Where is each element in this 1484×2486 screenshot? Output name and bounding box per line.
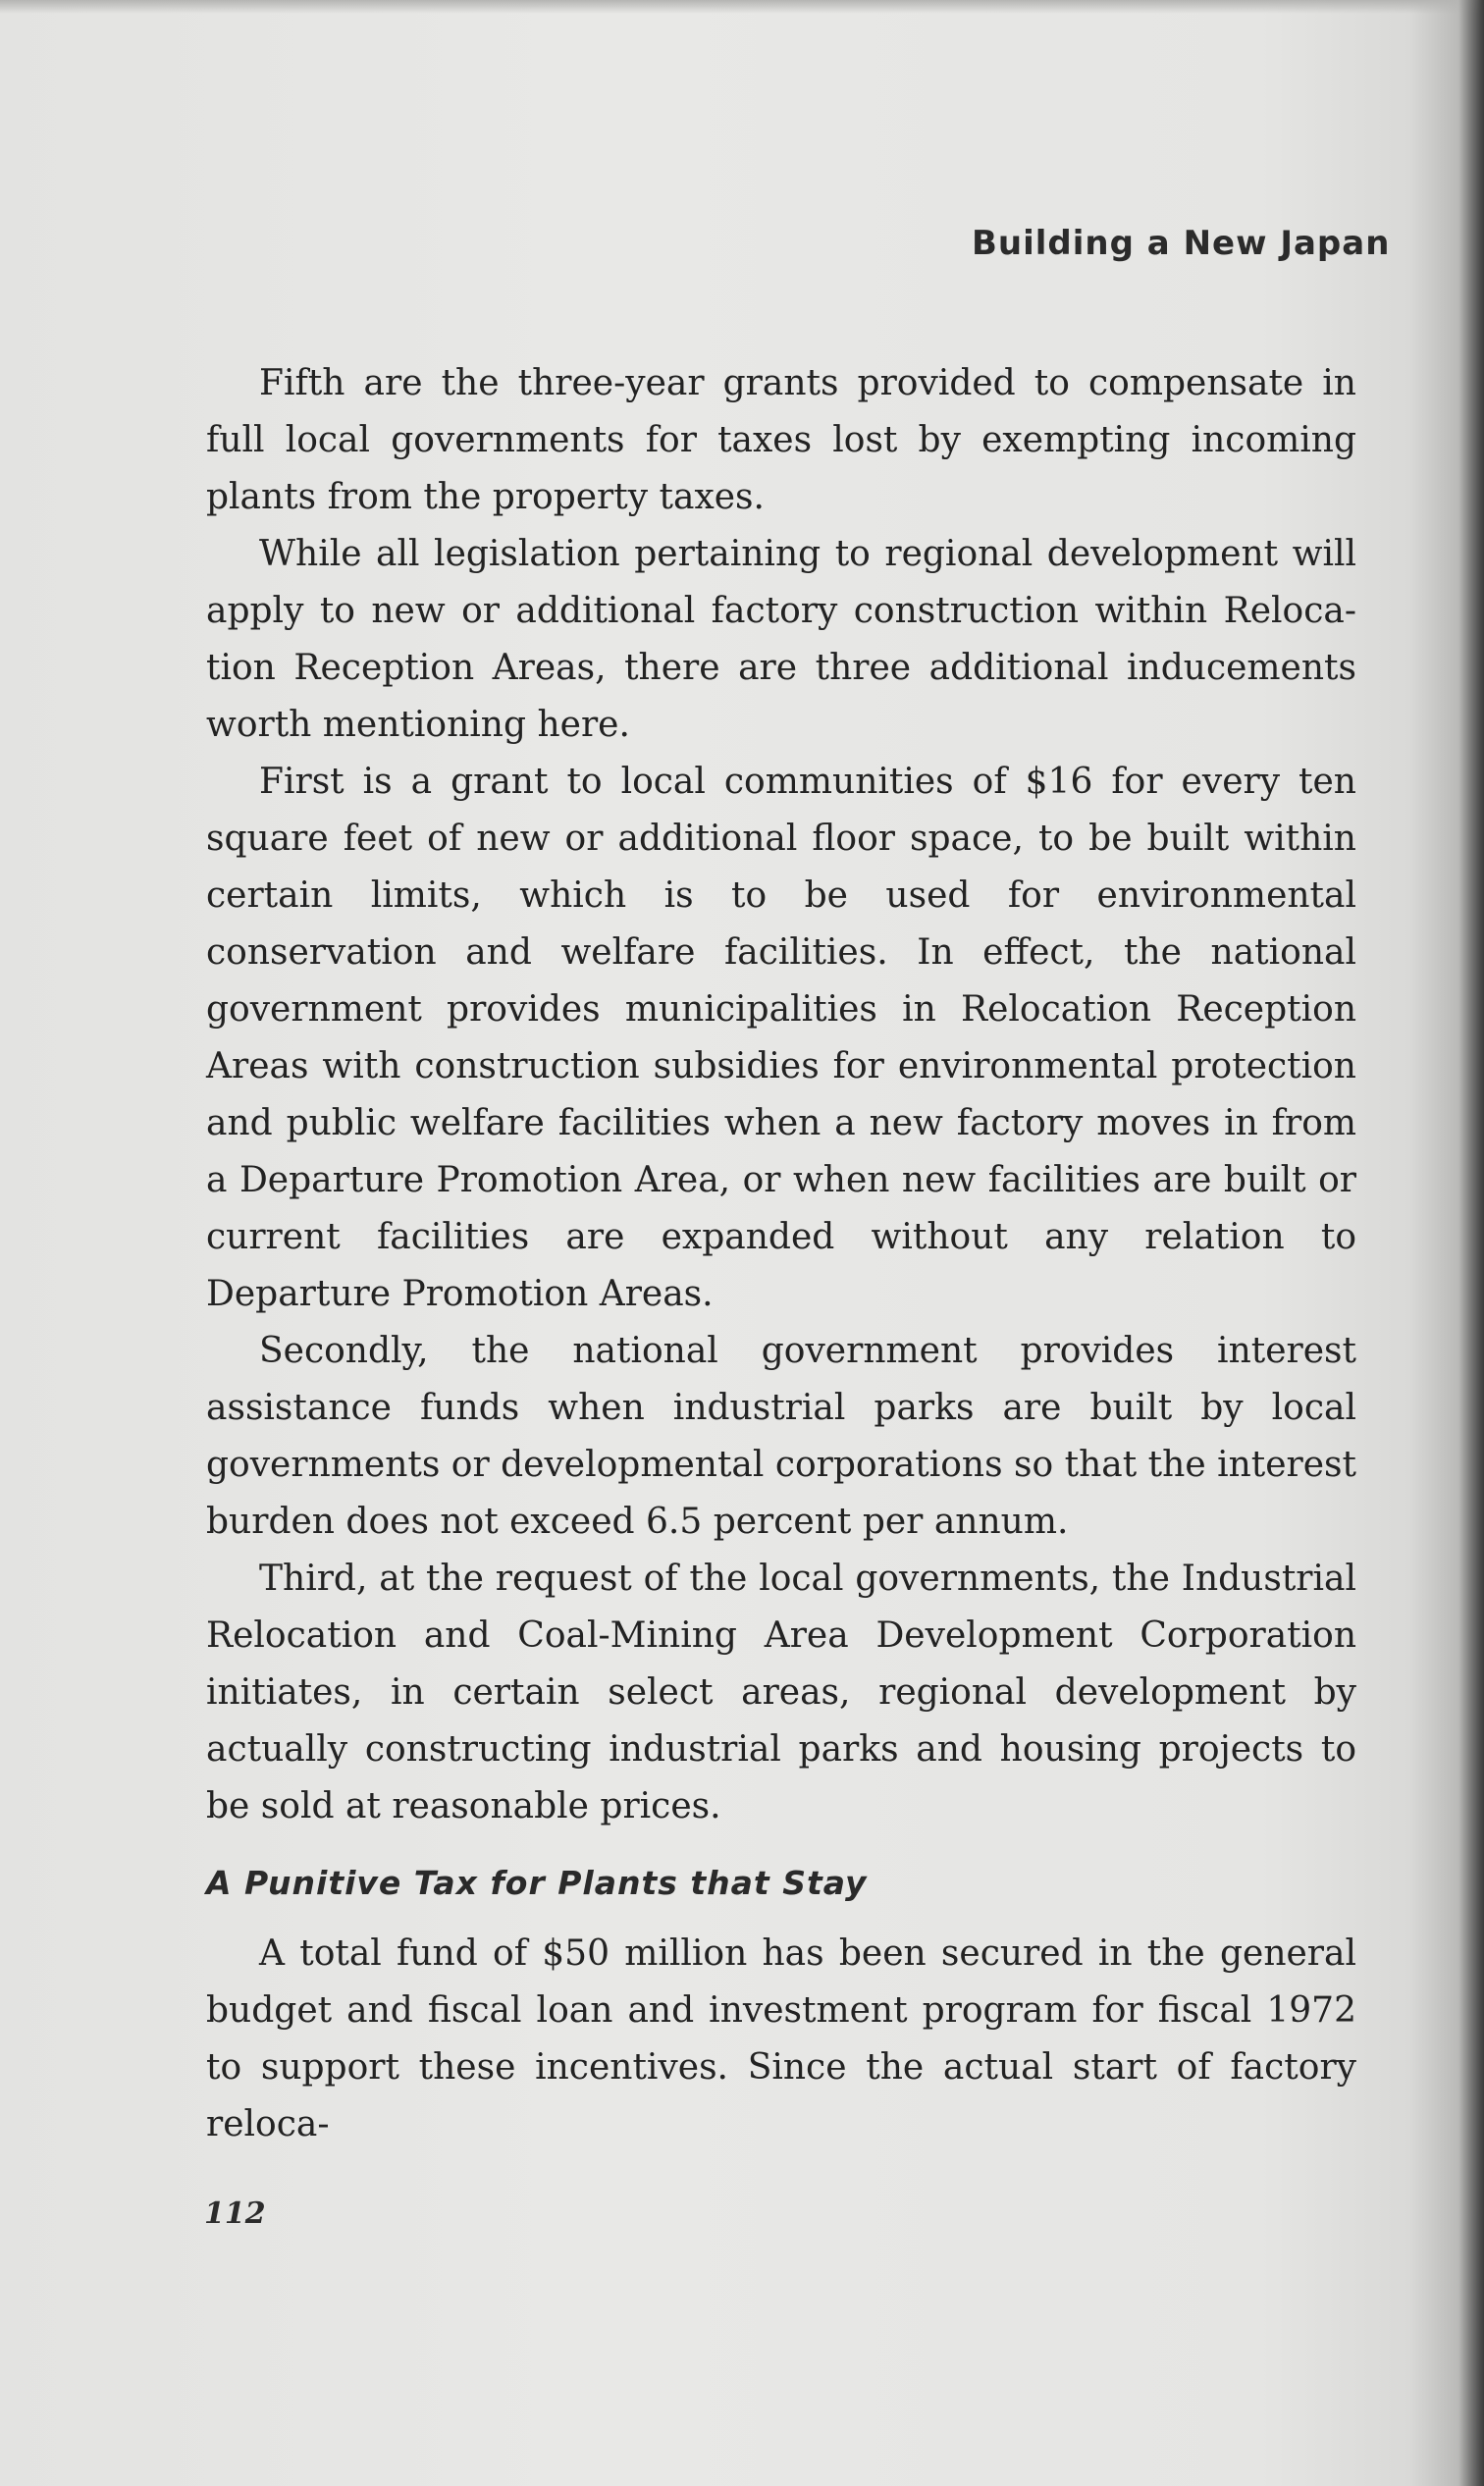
running-head: Building a New Japan: [972, 224, 1391, 263]
body-text: [206, 355, 1356, 2153]
paragraph: Fifth are the three-year grants provided to compensate in full local governments for taxes lost by exempting incoming plants from the property taxes.: [206, 363, 1356, 517]
paragraph: A total fund of $50 million has been secured in the general budget and fiscal loan and investment program for fiscal 1972 to support these incentives. Since the actual start of factory reloca-: [206, 1933, 1356, 2144]
paragraph: Secondly, the national government provides interest assistance funds when industrial parks are built by local governments or developmental corporations so that the interest burden does not exceed 6.5 percent per annum.: [206, 1331, 1356, 1542]
book-spine-shadow: [1458, 0, 1484, 2486]
section-subheading: A Punitive Tax for Plants that Stay: [206, 1864, 868, 1902]
paragraph: First is a grant to local communities of $16 for every ten square feet of new or additional floor space, to be built within certain limits, which is to be used for environmental conservation and welfare facilities. In effect, the national government provides municipalities in Relocation Reception Areas with construction subsidies for environmental protection and public welfare facilities when a new factory moves in from a Departure Promotion Area, or when new facilities are built or current facilities are expanded without any relation to Departure Promotion Areas.: [206, 762, 1356, 1314]
page-number: 112: [204, 2196, 266, 2231]
paragraph: While all legislation pertaining to regional development will apply to new or additional factory construction within Relocation Reception Areas, there are three additional inducements worth mentioning here.: [206, 534, 1356, 745]
top-edge-shadow: [0, 0, 1484, 14]
paragraph: Third, at the request of the local governments, the Industrial Relocation and Coal-Mining Area Development Corporation initiates, in certain select areas, regional development by actually constructing industrial parks and housing projects to be sold at reasonable prices.: [206, 1559, 1356, 1826]
